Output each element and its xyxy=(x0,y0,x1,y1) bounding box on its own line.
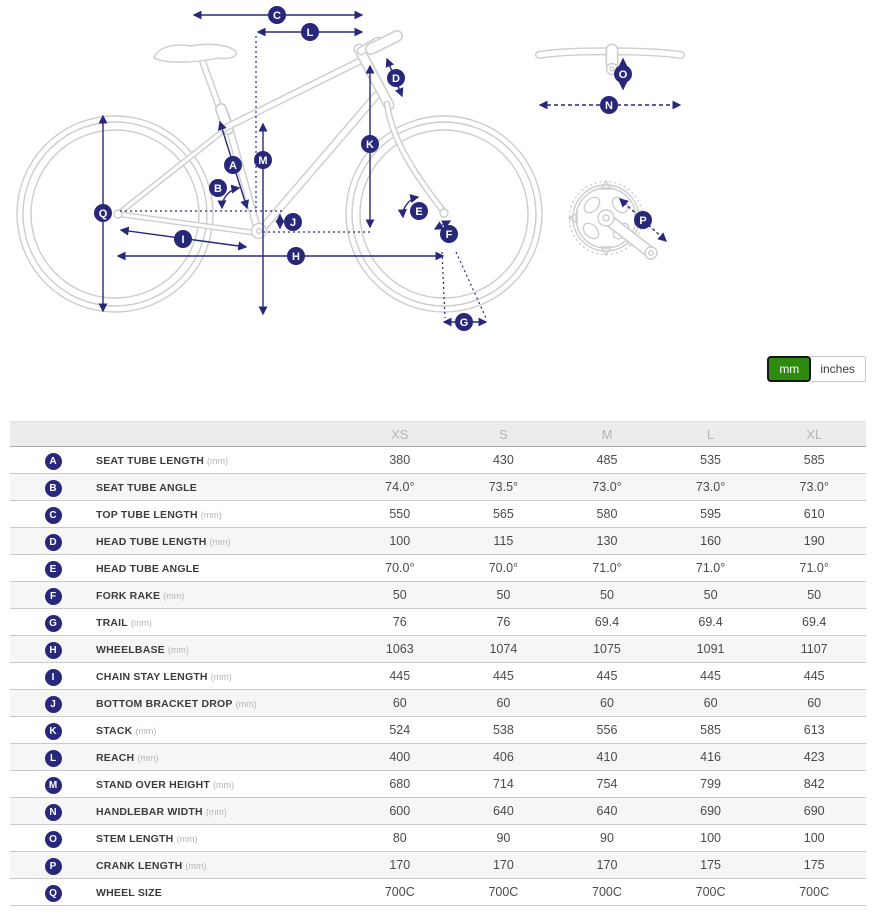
row-label: BOTTOM BRACKET DROP xyxy=(96,698,233,710)
value-cell: 445 xyxy=(596,669,618,683)
value-cell: 430 xyxy=(492,453,514,467)
diagram-badge-L xyxy=(301,23,319,41)
label-cell xyxy=(96,663,348,690)
row-label: STAND OVER HEIGHT xyxy=(96,779,211,791)
value-cell: 680 xyxy=(389,777,411,791)
value-cell: 580 xyxy=(596,507,618,521)
value-cell: 69.4 xyxy=(698,615,723,629)
table-row xyxy=(10,771,866,798)
value-cell: 613 xyxy=(803,723,825,737)
diagram-badge-P xyxy=(634,211,652,229)
value-cell: 1107 xyxy=(800,642,828,656)
unit-toggle xyxy=(767,356,866,382)
label-cell xyxy=(96,582,348,609)
label-cell xyxy=(96,474,348,501)
value-cell: 115 xyxy=(493,534,514,548)
value-cell: 1075 xyxy=(593,642,621,656)
diagram-badge-F xyxy=(440,225,458,243)
value-cell: 76 xyxy=(496,615,511,629)
diagram-badge-letter: I xyxy=(181,233,185,246)
badge-cell xyxy=(10,555,96,582)
label-cell xyxy=(96,852,348,879)
value-cell: 100 xyxy=(803,831,825,845)
value-cell: 423 xyxy=(803,750,825,764)
row-unit: (mm) xyxy=(163,591,185,601)
value-cell: 610 xyxy=(803,507,825,521)
row-letter-badge: E xyxy=(45,561,62,578)
row-letter-badge: B xyxy=(45,480,62,497)
label-cell xyxy=(96,528,348,555)
diagram-badge-letter: B xyxy=(214,182,222,195)
table-row xyxy=(10,690,866,717)
size-column-header: L xyxy=(706,426,715,442)
value-cell: 445 xyxy=(389,669,411,683)
row-unit: (mm) xyxy=(130,618,152,628)
diagram-badge-letter: O xyxy=(618,68,628,81)
value-cell: 71.0° xyxy=(695,561,726,575)
table-row xyxy=(10,636,866,663)
diagram-badge-letter: C xyxy=(273,9,281,22)
value-cell: 700C xyxy=(592,885,622,899)
row-label: WHEEL SIZE xyxy=(96,887,162,899)
value-cell: 700C xyxy=(488,885,519,899)
bike-frame-art xyxy=(114,36,448,239)
diagram-badge-letter: E xyxy=(415,205,423,218)
value-cell: 130 xyxy=(596,534,618,548)
value-cell: 50 xyxy=(703,588,718,602)
row-label: WHEELBASE xyxy=(96,644,165,656)
row-letter-badge: D xyxy=(45,534,62,551)
table-row xyxy=(10,798,866,825)
table-header-row xyxy=(10,422,866,447)
row-unit: (mm) xyxy=(135,726,157,736)
row-letter-badge: F xyxy=(45,588,62,605)
diagram-badge-B xyxy=(209,179,227,197)
value-cell: 380 xyxy=(389,453,411,467)
value-cell: 754 xyxy=(596,777,618,791)
row-letter-badge: H xyxy=(45,642,62,659)
value-cell: 73.0° xyxy=(695,480,726,494)
value-cell: 585 xyxy=(700,723,721,737)
value-cell: 69.4 xyxy=(594,615,620,629)
badge-cell xyxy=(10,771,96,798)
diagram-badge-letter: F xyxy=(445,228,453,241)
diagram-badge-letter: A xyxy=(229,159,237,172)
label-cell xyxy=(96,501,348,528)
geometry-table xyxy=(10,421,866,906)
label-cell xyxy=(96,609,348,636)
value-cell: 700C xyxy=(799,885,830,899)
badge-cell xyxy=(10,447,96,474)
value-cell: 73.0° xyxy=(592,480,622,494)
row-label: HANDLEBAR WIDTH xyxy=(96,806,203,818)
value-cell: 69.4 xyxy=(802,615,827,629)
row-letter-badge: O xyxy=(45,831,62,848)
value-cell: 445 xyxy=(700,669,721,683)
value-cell: 524 xyxy=(389,723,411,737)
table-row xyxy=(10,447,866,474)
diagram-badge-letter: Q xyxy=(98,207,108,220)
row-label: HEAD TUBE ANGLE xyxy=(96,563,200,575)
diagram-badge-letter: L xyxy=(306,26,314,39)
badge-cell xyxy=(10,717,96,744)
diagram-badge-H xyxy=(287,247,305,265)
value-cell: 640 xyxy=(492,804,514,818)
value-cell: 595 xyxy=(700,507,721,521)
badge-cell xyxy=(10,825,96,852)
row-label: SEAT TUBE LENGTH xyxy=(96,455,205,467)
row-letter-badge: K xyxy=(45,723,62,740)
saddle-art xyxy=(154,44,236,62)
row-letter-badge: A xyxy=(45,453,62,470)
size-column-header: XS xyxy=(391,426,409,442)
value-cell: 76 xyxy=(392,615,407,629)
value-cell: 73.5° xyxy=(488,480,519,494)
value-cell: 585 xyxy=(803,453,825,467)
diagram-badge-letter: G xyxy=(459,316,469,329)
row-label: HEAD TUBE LENGTH xyxy=(96,536,207,548)
row-label: CRANK LENGTH xyxy=(96,860,183,872)
size-column-header: M xyxy=(601,426,613,442)
table-row xyxy=(10,744,866,771)
value-cell: 1074 xyxy=(489,642,518,656)
row-label: TOP TUBE LENGTH xyxy=(96,509,198,521)
value-cell: 50 xyxy=(496,588,511,602)
value-cell: 71.0° xyxy=(592,561,622,575)
label-cell xyxy=(96,798,348,825)
value-cell: 700C xyxy=(384,885,415,899)
header-badge-spacer xyxy=(10,422,96,447)
diagram-badge-I xyxy=(174,230,192,248)
value-cell: 60 xyxy=(807,696,822,710)
value-cell: 170 xyxy=(596,858,618,872)
label-cell xyxy=(96,690,348,717)
table-row xyxy=(10,474,866,501)
value-cell: 160 xyxy=(700,534,721,548)
value-cell: 700C xyxy=(695,885,726,899)
badge-cell xyxy=(10,528,96,555)
value-cell: 538 xyxy=(492,723,514,737)
badge-cell xyxy=(10,798,96,825)
value-cell: 60 xyxy=(600,696,614,710)
table-row xyxy=(10,879,866,906)
value-cell: 714 xyxy=(492,777,514,791)
diagram-badge-J xyxy=(284,213,302,231)
badge-cell xyxy=(10,582,96,609)
badge-cell xyxy=(10,852,96,879)
value-cell: 50 xyxy=(392,588,407,602)
value-cell: 416 xyxy=(700,750,721,764)
value-cell: 50 xyxy=(600,588,614,602)
value-cell: 600 xyxy=(389,804,411,818)
value-cell: 90 xyxy=(600,831,614,845)
label-cell xyxy=(96,447,348,474)
badge-cell xyxy=(10,744,96,771)
value-cell: 80 xyxy=(392,831,407,845)
value-cell: 410 xyxy=(596,750,618,764)
handlebar-top-view-art xyxy=(539,50,681,75)
diagram-badge-K xyxy=(361,135,379,153)
value-cell: 842 xyxy=(803,777,825,791)
row-unit: (mm) xyxy=(213,780,235,790)
row-letter-badge: I xyxy=(45,669,62,686)
row-unit: (mm) xyxy=(137,753,159,763)
badge-cell xyxy=(10,474,96,501)
label-cell xyxy=(96,717,348,744)
label-cell xyxy=(96,771,348,798)
row-unit: (mm) xyxy=(185,861,207,871)
value-cell: 70.0° xyxy=(488,561,519,575)
value-cell: 175 xyxy=(803,858,825,872)
value-cell: 406 xyxy=(492,750,514,764)
value-cell: 556 xyxy=(596,723,618,737)
table-row xyxy=(10,528,866,555)
value-cell: 550 xyxy=(389,507,411,521)
header-label-spacer xyxy=(96,422,348,447)
diagram-badge-letter: N xyxy=(605,99,613,112)
diagram-badge-O xyxy=(614,65,632,83)
value-cell: 60 xyxy=(392,696,407,710)
row-label: STEM LENGTH xyxy=(96,833,174,845)
value-cell: 640 xyxy=(596,804,618,818)
size-column-header: S xyxy=(499,426,508,442)
badge-cell xyxy=(10,690,96,717)
bike-geometry-diagram xyxy=(0,0,876,345)
diagram-badge-letter: H xyxy=(292,250,300,263)
badge-cell xyxy=(10,636,96,663)
row-label: TRAIL xyxy=(96,617,128,629)
diagram-badge-D xyxy=(387,69,405,87)
value-cell: 170 xyxy=(389,858,411,872)
table-row xyxy=(10,609,866,636)
row-letter-badge: G xyxy=(45,615,62,632)
table-row xyxy=(10,825,866,852)
value-cell: 535 xyxy=(700,453,721,467)
diagram-badge-E xyxy=(410,202,428,220)
diagram-badge-letter: P xyxy=(639,214,647,227)
value-cell: 190 xyxy=(803,534,825,548)
diagram-badge-letter: D xyxy=(392,72,400,85)
label-cell xyxy=(96,825,348,852)
diagram-badge-M xyxy=(254,151,272,169)
row-letter-badge: L xyxy=(45,750,62,767)
row-unit: (mm) xyxy=(167,645,189,655)
diagram-badge-A xyxy=(224,156,242,174)
value-cell: 71.0° xyxy=(799,561,829,575)
value-cell: 565 xyxy=(492,507,514,521)
value-cell: 690 xyxy=(803,804,825,818)
row-label: STACK xyxy=(96,725,133,737)
row-label: CHAIN STAY LENGTH xyxy=(96,671,208,683)
diagram-badge-letter: K xyxy=(366,138,374,151)
row-label: SEAT TUBE ANGLE xyxy=(96,482,198,494)
value-cell: 70.0° xyxy=(385,561,415,575)
row-unit: (mm) xyxy=(207,456,229,466)
size-column-header: XL xyxy=(806,426,823,442)
table-row xyxy=(10,555,866,582)
badge-cell xyxy=(10,609,96,636)
value-cell: 799 xyxy=(700,777,721,791)
badge-cell xyxy=(10,663,96,690)
value-cell: 170 xyxy=(492,858,514,872)
row-label: FORK RAKE xyxy=(96,590,161,602)
table-row xyxy=(10,501,866,528)
diagram-badge-G xyxy=(455,313,473,331)
row-letter-badge: P xyxy=(45,858,62,875)
label-cell xyxy=(96,555,348,582)
value-cell: 90 xyxy=(496,831,511,845)
value-cell: 400 xyxy=(389,750,411,764)
value-cell: 74.0° xyxy=(385,480,415,494)
inches-button[interactable]: inches xyxy=(809,356,866,382)
diagram-badge-letter: M xyxy=(258,154,268,167)
row-letter-badge: C xyxy=(45,507,62,524)
table-row xyxy=(10,717,866,744)
row-letter-badge: Q xyxy=(45,885,62,902)
diagram-badge-Q xyxy=(94,204,112,222)
row-letter-badge: M xyxy=(45,777,62,794)
value-cell: 690 xyxy=(700,804,721,818)
value-cell: 73.0° xyxy=(799,480,829,494)
row-letter-badge: N xyxy=(45,804,62,821)
badge-cell xyxy=(10,501,96,528)
label-cell xyxy=(96,879,348,906)
label-cell xyxy=(96,636,348,663)
diagram-badge-C xyxy=(268,6,286,24)
diagram-badge-letter: J xyxy=(289,216,297,229)
mm-button[interactable]: mm xyxy=(767,356,811,382)
value-cell: 1091 xyxy=(696,642,725,656)
row-unit: (mm) xyxy=(210,672,232,682)
row-unit: (mm) xyxy=(235,699,257,709)
table-row xyxy=(10,852,866,879)
value-cell: 60 xyxy=(496,696,511,710)
badge-cell xyxy=(10,879,96,906)
row-unit: (mm) xyxy=(209,537,231,547)
diagram-badge-N xyxy=(600,96,618,114)
row-letter-badge: J xyxy=(45,696,62,713)
table-row xyxy=(10,582,866,609)
row-unit: (mm) xyxy=(205,807,227,817)
label-cell xyxy=(96,744,348,771)
value-cell: 445 xyxy=(492,669,514,683)
table-row xyxy=(10,663,866,690)
value-cell: 50 xyxy=(807,588,822,602)
value-cell: 60 xyxy=(703,696,718,710)
value-cell: 100 xyxy=(700,831,721,845)
row-unit: (mm) xyxy=(176,834,198,844)
value-cell: 1063 xyxy=(385,642,414,656)
value-cell: 445 xyxy=(803,669,825,683)
row-unit: (mm) xyxy=(200,510,222,520)
row-label: REACH xyxy=(96,752,135,764)
value-cell: 100 xyxy=(389,534,411,548)
value-cell: 485 xyxy=(596,453,618,467)
value-cell: 175 xyxy=(700,858,721,872)
